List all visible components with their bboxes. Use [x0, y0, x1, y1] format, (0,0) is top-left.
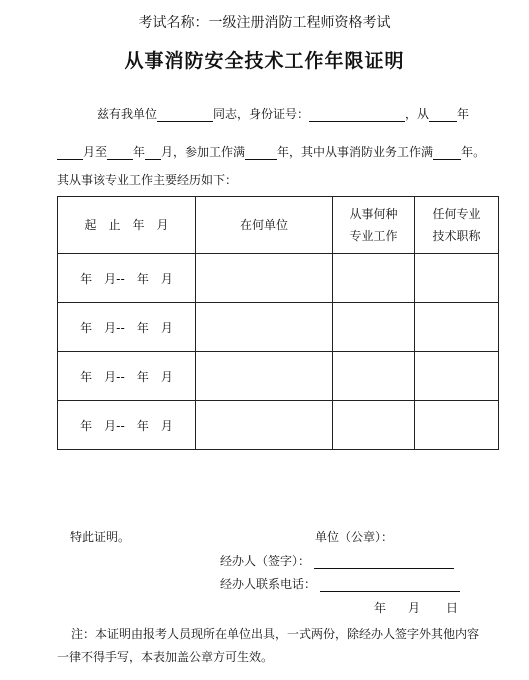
employer-cell[interactable]	[196, 401, 333, 450]
special-proof: 特此证明。	[70, 530, 131, 544]
title-cell[interactable]	[415, 401, 499, 450]
intro-label-id: 同志，身份证号：	[213, 107, 310, 121]
work-years-blank[interactable]	[245, 145, 277, 160]
unit-seal-label: 单位（公章）：	[315, 530, 394, 544]
name-blank[interactable]	[157, 107, 213, 122]
intro-label-year: 年	[457, 107, 470, 121]
intro-label-month-to: 月至	[83, 145, 108, 159]
document-title: 从事消防安全技术工作年限证明	[124, 50, 405, 72]
period-cell[interactable]: 年 月-- 年 月	[58, 401, 196, 450]
intro-label-fire-years: 年，其中从事消防业务工作满	[277, 145, 434, 159]
date-year: 年	[374, 601, 387, 615]
table-row	[58, 303, 499, 352]
period-cell[interactable]: 年 月-- 年 月	[58, 352, 196, 401]
table-row	[58, 254, 499, 303]
specialty-cell[interactable]	[333, 352, 415, 401]
employer-cell[interactable]	[196, 352, 333, 401]
exam-name: 考试名称：一级注册消防工程师资格考试	[138, 15, 391, 31]
intro-line-1	[97, 106, 469, 122]
intro-line-2	[57, 144, 485, 160]
to-year-blank[interactable]	[107, 145, 133, 160]
id-number-blank[interactable]	[309, 107, 405, 122]
period-cell[interactable]: 年 月-- 年 月	[58, 303, 196, 352]
table-row	[58, 401, 499, 450]
intro-label-year2: 年	[133, 145, 146, 159]
specialty-cell[interactable]	[333, 303, 415, 352]
intro-label-unit: 兹有我单位	[97, 107, 158, 121]
title-cell[interactable]	[415, 303, 499, 352]
from-month-blank[interactable]	[57, 145, 83, 160]
handler-phone-field[interactable]	[320, 578, 460, 592]
intro-label-from: ，从	[405, 107, 430, 121]
specialty-cell[interactable]	[333, 254, 415, 303]
title-cell[interactable]	[415, 254, 499, 303]
intro-label-work-years: 月，参加工作满	[161, 145, 246, 159]
table-header-row	[58, 197, 499, 254]
experience-table	[57, 196, 499, 450]
handler-row	[220, 553, 454, 569]
title-cell[interactable]	[415, 352, 499, 401]
intro-label-year-end: 年。	[461, 145, 486, 159]
from-year-blank[interactable]	[429, 107, 457, 122]
date-month: 月	[408, 601, 421, 615]
table-row	[58, 352, 499, 401]
header-period: 起 止 年 月	[58, 197, 196, 254]
employer-cell[interactable]	[196, 303, 333, 352]
header-title: 任何专业 技术职称	[415, 197, 499, 254]
phone-row	[220, 576, 460, 592]
to-month-blank[interactable]	[145, 145, 161, 160]
phone-label: 经办人联系电话：	[220, 577, 317, 591]
period-cell[interactable]: 年 月-- 年 月	[58, 254, 196, 303]
specialty-cell[interactable]	[333, 401, 415, 450]
fire-years-blank[interactable]	[433, 145, 461, 160]
experience-intro: 其从事该专业工作主要经历如下：	[57, 173, 238, 187]
header-specialty: 从事何种 专业工作	[333, 197, 415, 254]
note-text: 注：本证明由报考人员现所在单位出具，一式两份，除经办人签字外其他内容一律不得手写，本表加盖公章方可生效。	[57, 627, 480, 664]
handler-signature-field[interactable]	[314, 555, 454, 569]
date-day: 日	[446, 601, 459, 615]
handler-label: 经办人（签字）：	[220, 554, 311, 568]
header-employer: 在何单位	[196, 197, 333, 254]
employer-cell[interactable]	[196, 254, 333, 303]
